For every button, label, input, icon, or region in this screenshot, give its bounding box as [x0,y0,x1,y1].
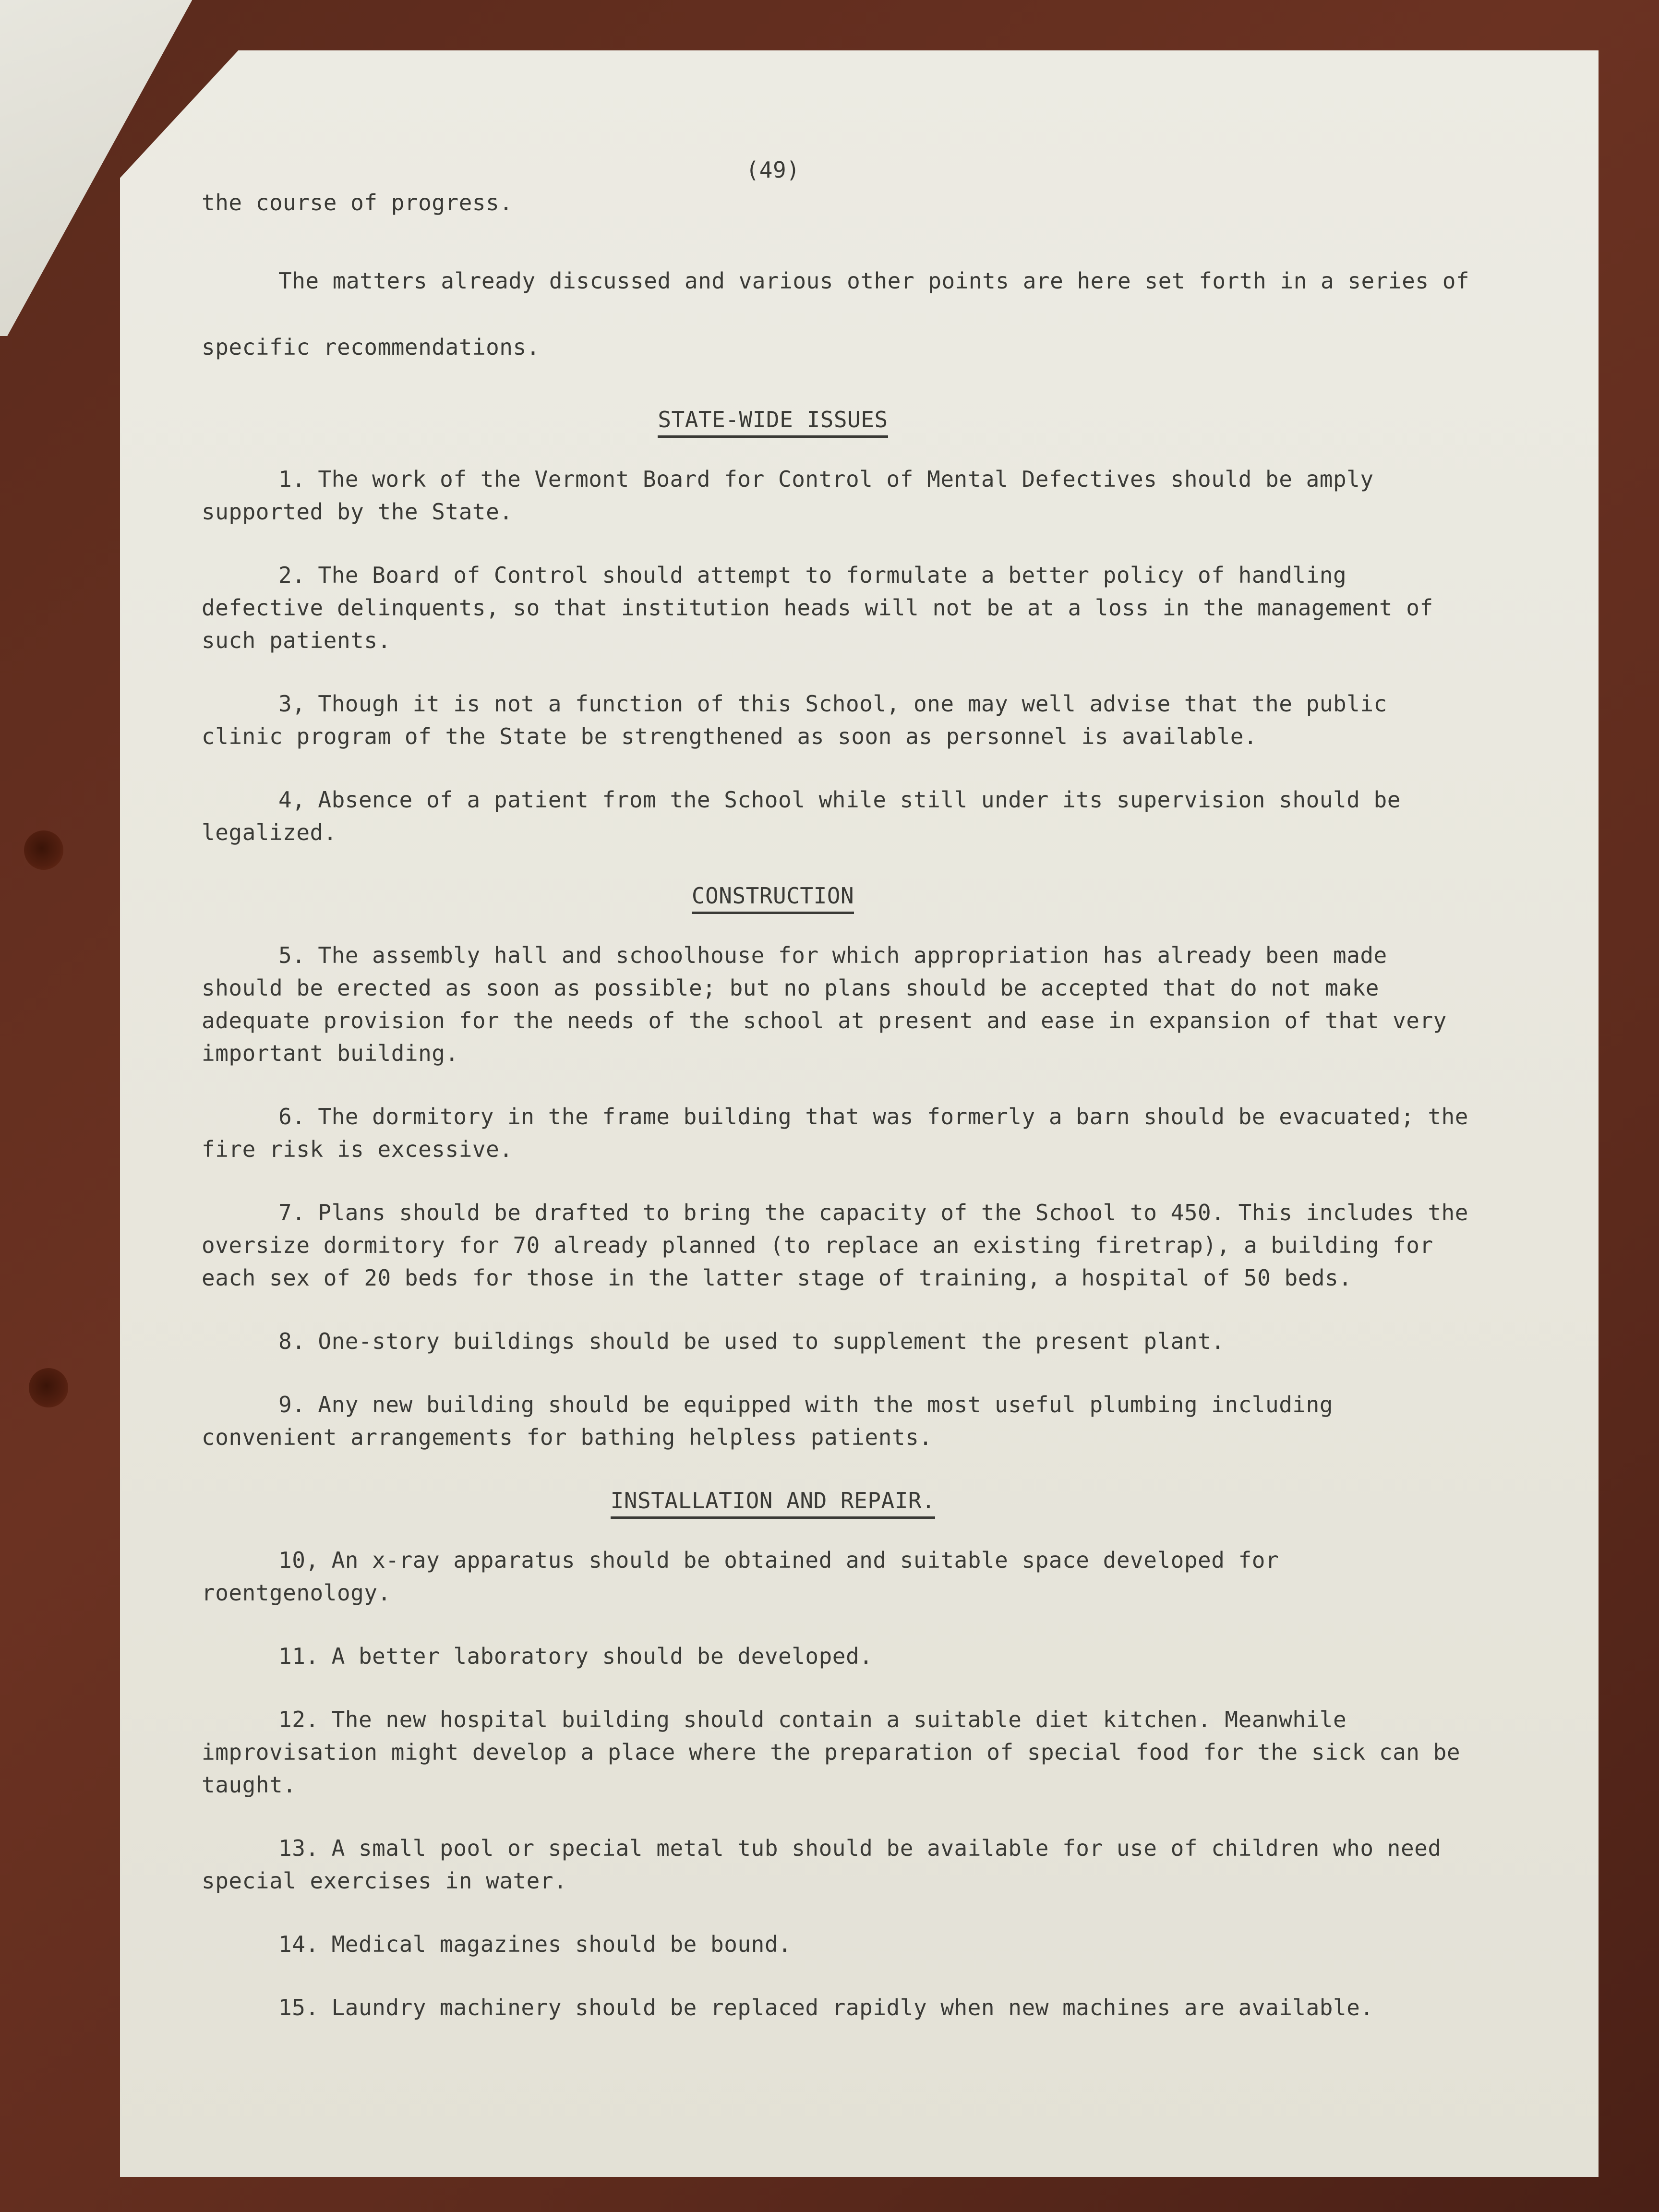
section-heading-text: STATE-WIDE ISSUES [658,407,888,438]
recommendation-item [202,783,1479,849]
item-text: Plans should be drafted to bring the capacity of the School to 450. This includes the oversize dormitory for 70 already planned (to replace an existing firetrap), a building for each sex of 20 beds for those in the latter stage of training, a hospital of 50 beds. [202,1200,1468,1291]
recommendation-item [202,1544,1479,1609]
item-text: The assembly hall and schoolhouse for which appropriation has already been made should be erected as soon as possible; but no plans should be accepted that do not make adequate provision for the needs of the school at present and ease in expansion of that very important building. [202,942,1447,1066]
item-text: Laundry machinery should be replaced rapidly when new machines are available. [331,1995,1374,2020]
item-text: Though it is not a function of this School, one may well advise that the public clinic program of the State be strengthened as soon as personnel is available. [202,691,1387,749]
recommendation-item [202,463,1479,528]
item-number: 15. [278,1995,319,2020]
recommendation-item [202,1703,1479,1801]
section-heading-text: CONSTRUCTION [692,883,854,914]
item-text: The new hospital building should contain a suitable diet kitchen. Meanwhile improvisation might develop a place where the preparation of special food for the sick can be taught. [202,1707,1461,1798]
item-number: 12. [278,1707,319,1732]
recommendation-item [202,1832,1479,1897]
item-number: 4, [278,787,306,813]
recommendation-item [202,1196,1479,1294]
recommendation-item [202,687,1479,753]
item-number: 7. [278,1200,306,1226]
item-text: The Board of Control should attempt to formulate a better policy of handling defective delinquents, so that institution heads will not be at a loss in the management of such patients. [202,562,1433,653]
recommendation-item [202,1928,1479,1960]
recommendation-item [202,1640,1479,1672]
intro-paragraph: The matters already discussed and various other points are here set forth in a series of specific recommendations. [202,268,1483,360]
item-number: 1. [278,466,306,492]
item-text: The work of the Vermont Board for Control of Mental Defectives should be amply supported by the State. [202,466,1374,525]
section-heading-construction [134,879,1411,912]
item-number: 2. [278,562,306,588]
section-heading-state-wide [134,403,1411,436]
recommendation-item [202,939,1479,1070]
item-text: A small pool or special metal tub should be available for use of children who need special exercises in water. [202,1835,1442,1894]
item-text: An x-ray apparatus should be obtained and suitable space developed for roentgenology. [202,1547,1279,1606]
item-number: 5. [278,942,306,968]
item-number: 14. [278,1931,319,1957]
recommendation-item [202,1100,1479,1166]
page-number: (49) [745,157,800,183]
punch-hole-upper [24,830,63,870]
recommendation-item [202,1991,1479,2024]
item-number: 6. [278,1104,306,1130]
item-text: One-story buildings should be used to supplement the present plant. [318,1328,1225,1354]
item-text: Absence of a patient from the School while still under its supervision should be legalized. [202,787,1401,845]
recommendation-item [202,559,1479,657]
punch-hole-lower [29,1368,68,1407]
recommendation-item [202,1388,1479,1454]
item-text: Medical magazines should be bound. [331,1931,792,1957]
item-number: 9. [278,1392,306,1418]
item-number: 13. [278,1835,319,1861]
section-heading-installation [134,1484,1411,1517]
section-heading-text: INSTALLATION AND REPAIR. [611,1488,936,1519]
intro-line: the course of progress. [202,190,513,216]
item-text: A better laboratory should be developed. [331,1643,873,1669]
item-number: 10, [278,1547,319,1573]
item-text: The dormitory in the frame building that was formerly a barn should be evacuated; the fire risk is excessive. [202,1104,1468,1162]
typed-text-body [202,154,1483,2055]
recommendation-item [202,1325,1479,1358]
item-text: Any new building should be equipped with the most useful plumbing including convenient arrangements for bathing helpless patients. [202,1392,1333,1450]
item-number: 3, [278,691,306,717]
item-number: 11. [278,1643,319,1669]
item-number: 8. [278,1328,306,1354]
